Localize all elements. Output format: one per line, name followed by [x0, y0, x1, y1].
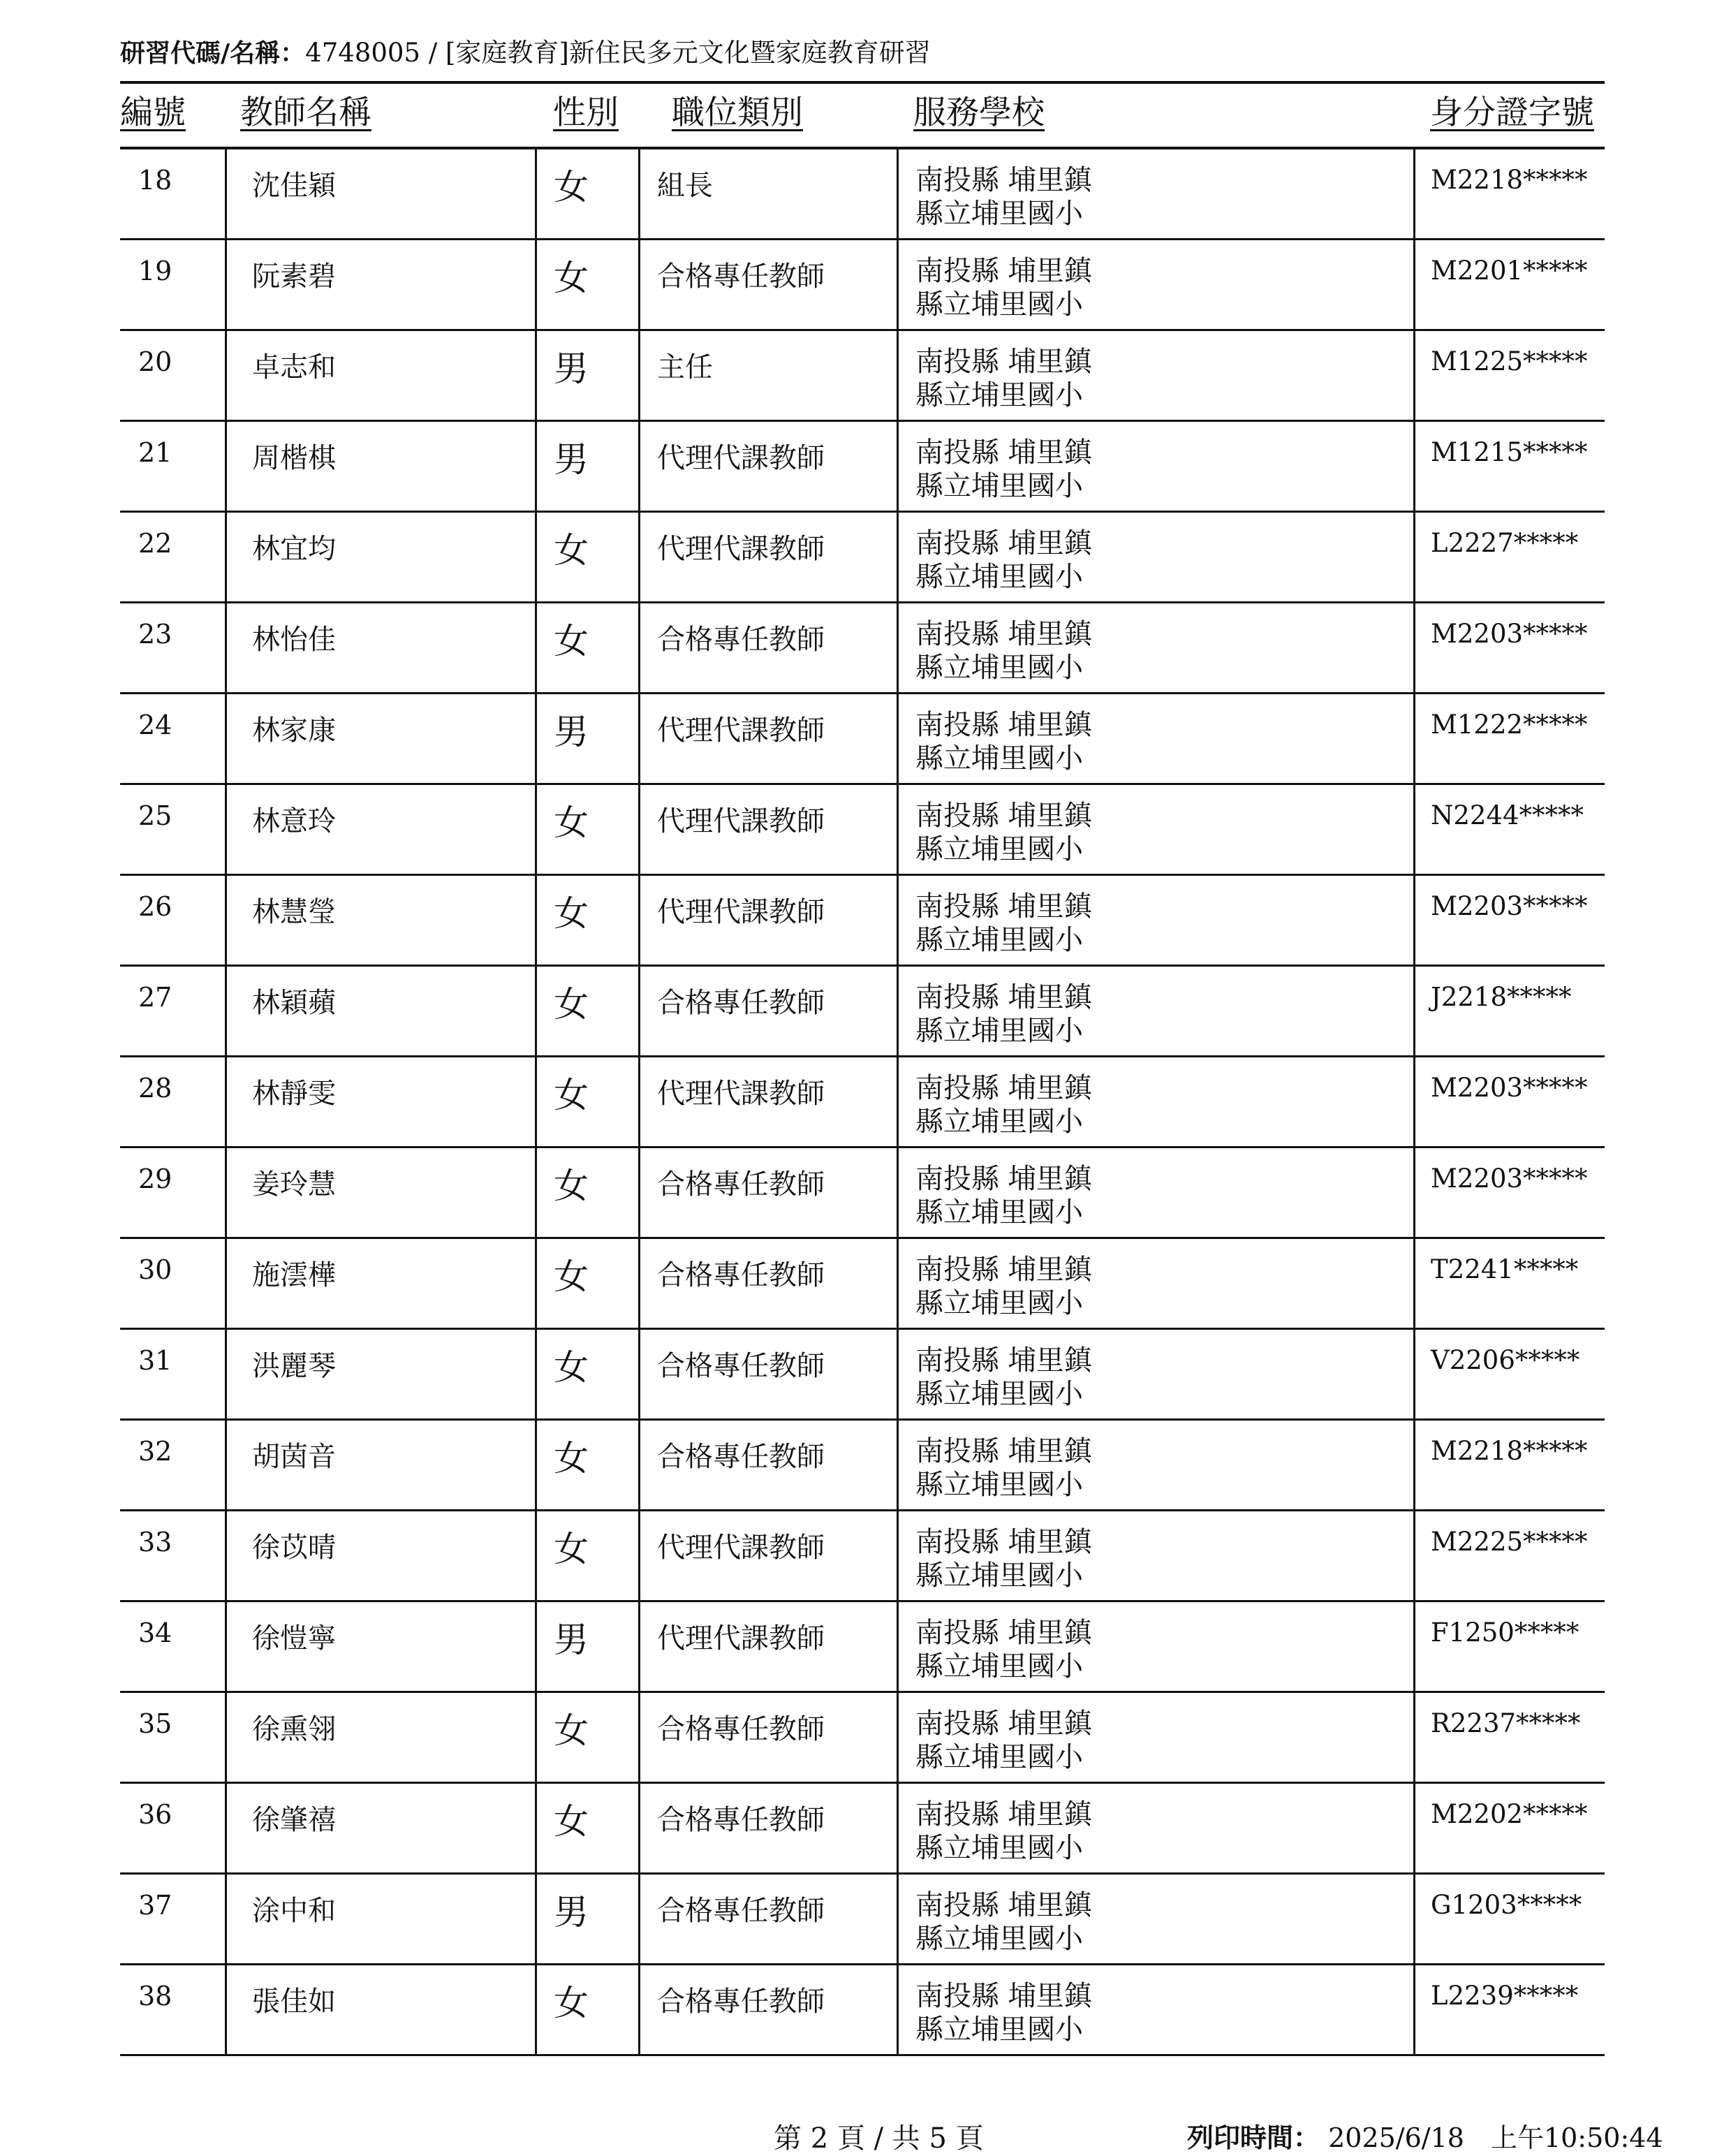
- cell-id: M2203*****: [1413, 1148, 1605, 1237]
- cell-no: 25: [138, 800, 172, 831]
- cell-no: 27: [138, 982, 172, 1013]
- cell-school: [897, 1330, 1413, 1418]
- cell-id: M2218*****: [1413, 1421, 1605, 1509]
- cell-sex: 女: [535, 1511, 638, 1600]
- header-name: 教師名稱: [240, 94, 371, 132]
- cell-school: [897, 603, 1413, 692]
- cell-school: [897, 1057, 1413, 1146]
- cell-position: 合格專任教師: [638, 1421, 897, 1509]
- school-county-town: 南投縣 埔里鎮: [915, 1798, 1092, 1831]
- cell-position: 代理代課教師: [638, 1602, 897, 1691]
- cell-name: 卓志和: [225, 331, 535, 420]
- header-position: 職位類別: [672, 94, 803, 132]
- cell-no: 36: [138, 1799, 172, 1830]
- cell-no: 33: [138, 1527, 172, 1557]
- print-time: [1187, 2116, 1663, 2155]
- school-county-town: 南投縣 埔里鎮: [915, 1526, 1092, 1558]
- cell-school: [897, 1602, 1413, 1691]
- cell-no: 34: [138, 1618, 172, 1648]
- cell-sex: 女: [535, 240, 638, 329]
- cell-position: 主任: [638, 331, 897, 420]
- cell-id: F1250*****: [1413, 1602, 1605, 1691]
- cell-position: 代理代課教師: [638, 422, 897, 511]
- print-time-label: 列印時間：: [1187, 2122, 1320, 2153]
- school-county-town: 南投縣 埔里鎮: [915, 890, 1092, 923]
- cell-school: [897, 1511, 1413, 1600]
- school-name: 縣立埔里國小: [915, 1741, 1083, 1773]
- cell-position: 合格專任教師: [638, 1330, 897, 1418]
- header-sex: 性別: [553, 94, 619, 132]
- cell-id: T2241*****: [1413, 1239, 1605, 1328]
- cell-sex: 男: [535, 331, 638, 420]
- cell-school: [897, 422, 1413, 511]
- header-school: 服務學校: [913, 94, 1045, 132]
- school-county-town: 南投縣 埔里鎮: [915, 709, 1092, 741]
- cell-no: 37: [138, 1890, 172, 1921]
- cell-school: [897, 331, 1413, 420]
- cell-id: L2227*****: [1413, 513, 1605, 601]
- cell-sex: 女: [535, 149, 638, 238]
- header-no: 編號: [120, 94, 186, 132]
- cell-sex: 女: [535, 603, 638, 692]
- table-header: [120, 88, 1605, 144]
- teacher-table: [120, 149, 1605, 2056]
- table-row: [120, 1875, 1605, 1965]
- cell-no: 22: [138, 528, 172, 559]
- school-name: 縣立埔里國小: [915, 1832, 1083, 1864]
- school-name: 縣立埔里國小: [915, 1469, 1083, 1501]
- table-row: [120, 603, 1605, 694]
- cell-sex: 女: [535, 1784, 638, 1872]
- cell-school: [897, 1965, 1413, 2054]
- school-county-town: 南投縣 埔里鎮: [915, 1435, 1092, 1467]
- school-county-town: 南投縣 埔里鎮: [915, 981, 1092, 1013]
- cell-no: 29: [138, 1164, 172, 1194]
- school-county-town: 南投縣 埔里鎮: [915, 346, 1092, 378]
- school-name: 縣立埔里國小: [915, 742, 1083, 775]
- cell-name: 徐苡晴: [225, 1511, 535, 1600]
- table-row: [120, 1693, 1605, 1784]
- cell-sex: 女: [535, 1965, 638, 2054]
- school-name: 縣立埔里國小: [915, 1560, 1083, 1592]
- cell-no: 31: [138, 1345, 172, 1376]
- school-county-town: 南投縣 埔里鎮: [915, 1889, 1092, 1921]
- school-name: 縣立埔里國小: [915, 561, 1083, 593]
- cell-sex: 女: [535, 967, 638, 1055]
- cell-school: [897, 240, 1413, 329]
- course-value: 4748005 / [家庭教育]新住民多元文化暨家庭教育研習: [305, 38, 931, 68]
- cell-school: [897, 967, 1413, 1055]
- cell-id: M1225*****: [1413, 331, 1605, 420]
- cell-school: [897, 1239, 1413, 1328]
- table-row: [120, 1421, 1605, 1511]
- cell-position: 合格專任教師: [638, 967, 897, 1055]
- cell-name: 徐愷寧: [225, 1602, 535, 1691]
- school-county-town: 南投縣 埔里鎮: [915, 1344, 1092, 1377]
- school-name: 縣立埔里國小: [915, 2014, 1083, 2046]
- table-row: [120, 967, 1605, 1057]
- table-row: [120, 1511, 1605, 1602]
- cell-no: 28: [138, 1073, 172, 1103]
- school-name: 縣立埔里國小: [915, 1378, 1083, 1410]
- cell-no: 26: [138, 891, 172, 922]
- cell-no: 24: [138, 710, 172, 740]
- table-row: [120, 1330, 1605, 1421]
- table-row: [120, 422, 1605, 513]
- cell-sex: 女: [535, 1330, 638, 1418]
- cell-id: R2237*****: [1413, 1693, 1605, 1782]
- table-row: [120, 1965, 1605, 2056]
- cell-id: V2206*****: [1413, 1330, 1605, 1418]
- cell-name: 林家康: [225, 694, 535, 783]
- cell-sex: 女: [535, 876, 638, 965]
- cell-position: 代理代課教師: [638, 785, 897, 874]
- school-county-town: 南投縣 埔里鎮: [915, 527, 1092, 559]
- cell-name: 徐熏翎: [225, 1693, 535, 1782]
- cell-name: 胡茵音: [225, 1421, 535, 1509]
- cell-id: M2218*****: [1413, 149, 1605, 238]
- table-row: [120, 240, 1605, 331]
- course-label: 研習代碼/名稱：: [120, 39, 306, 68]
- cell-sex: 男: [535, 1602, 638, 1691]
- cell-id: M2203*****: [1413, 603, 1605, 692]
- school-name: 縣立埔里國小: [915, 1923, 1083, 1955]
- cell-id: M2203*****: [1413, 876, 1605, 965]
- table-row: [120, 1239, 1605, 1330]
- cell-school: [897, 1421, 1413, 1509]
- school-name: 縣立埔里國小: [915, 288, 1083, 321]
- school-name: 縣立埔里國小: [915, 833, 1083, 865]
- cell-sex: 女: [535, 513, 638, 601]
- school-county-town: 南投縣 埔里鎮: [915, 1617, 1092, 1649]
- cell-sex: 男: [535, 1875, 638, 1963]
- school-name: 縣立埔里國小: [915, 379, 1083, 411]
- school-name: 縣立埔里國小: [915, 1650, 1083, 1682]
- school-county-town: 南投縣 埔里鎮: [915, 164, 1092, 196]
- cell-id: M2203*****: [1413, 1057, 1605, 1146]
- school-name: 縣立埔里國小: [915, 470, 1083, 502]
- cell-sex: 女: [535, 785, 638, 874]
- table-row: [120, 1602, 1605, 1693]
- school-county-town: 南投縣 埔里鎮: [915, 255, 1092, 287]
- cell-name: 林怡佳: [225, 603, 535, 692]
- cell-no: 21: [138, 437, 172, 468]
- cell-position: 合格專任教師: [638, 1239, 897, 1328]
- cell-name: 周楷棋: [225, 422, 535, 511]
- cell-no: 38: [138, 1981, 172, 2011]
- cell-name: 沈佳穎: [225, 149, 535, 238]
- cell-no: 18: [138, 165, 172, 196]
- school-county-town: 南投縣 埔里鎮: [915, 1163, 1092, 1195]
- cell-school: [897, 1148, 1413, 1237]
- table-row: [120, 876, 1605, 967]
- cell-name: 林穎蘋: [225, 967, 535, 1055]
- table-row: [120, 149, 1605, 240]
- cell-position: 合格專任教師: [638, 240, 897, 329]
- cell-no: 19: [138, 256, 172, 286]
- cell-name: 施澐樺: [225, 1239, 535, 1328]
- cell-school: [897, 513, 1413, 601]
- cell-name: 涂中和: [225, 1875, 535, 1963]
- cell-position: 合格專任教師: [638, 1875, 897, 1963]
- school-name: 縣立埔里國小: [915, 924, 1083, 956]
- school-county-town: 南投縣 埔里鎮: [915, 1254, 1092, 1286]
- table-row: [120, 1784, 1605, 1875]
- school-name: 縣立埔里國小: [915, 1015, 1083, 1047]
- cell-name: 張佳如: [225, 1965, 535, 2054]
- school-name: 縣立埔里國小: [915, 1106, 1083, 1138]
- course-info: [120, 34, 931, 73]
- cell-school: [897, 1693, 1413, 1782]
- cell-school: [897, 149, 1413, 238]
- cell-sex: 女: [535, 1421, 638, 1509]
- cell-id: M2225*****: [1413, 1511, 1605, 1600]
- cell-school: [897, 876, 1413, 965]
- table-row: [120, 331, 1605, 422]
- cell-id: N2244*****: [1413, 785, 1605, 874]
- cell-name: 姜玲慧: [225, 1148, 535, 1237]
- cell-name: 林靜雯: [225, 1057, 535, 1146]
- cell-no: 23: [138, 619, 172, 650]
- cell-position: 合格專任教師: [638, 1693, 897, 1782]
- cell-sex: 女: [535, 1239, 638, 1328]
- cell-position: 組長: [638, 149, 897, 238]
- cell-id: J2218*****: [1413, 967, 1605, 1055]
- cell-id: M1222*****: [1413, 694, 1605, 783]
- school-county-town: 南投縣 埔里鎮: [915, 1072, 1092, 1104]
- top-rule: [120, 81, 1605, 84]
- cell-name: 阮素碧: [225, 240, 535, 329]
- cell-sex: 女: [535, 1693, 638, 1782]
- cell-sex: 男: [535, 694, 638, 783]
- cell-no: 35: [138, 1708, 172, 1739]
- cell-position: 代理代課教師: [638, 694, 897, 783]
- school-county-town: 南投縣 埔里鎮: [915, 1980, 1092, 2012]
- cell-no: 30: [138, 1254, 172, 1285]
- cell-id: M1215*****: [1413, 422, 1605, 511]
- cell-no: 20: [138, 346, 172, 377]
- cell-position: 代理代課教師: [638, 1511, 897, 1600]
- cell-sex: 男: [535, 422, 638, 511]
- cell-position: 合格專任教師: [638, 1148, 897, 1237]
- cell-name: 洪麗琴: [225, 1330, 535, 1418]
- cell-school: [897, 1875, 1413, 1963]
- school-county-town: 南投縣 埔里鎮: [915, 800, 1092, 832]
- cell-name: 林意玲: [225, 785, 535, 874]
- table-row: [120, 1148, 1605, 1239]
- cell-name: 林宜均: [225, 513, 535, 601]
- cell-name: 林慧瑩: [225, 876, 535, 965]
- school-name: 縣立埔里國小: [915, 198, 1083, 230]
- table-row: [120, 694, 1605, 785]
- school-county-town: 南投縣 埔里鎮: [915, 437, 1092, 469]
- cell-name: 徐肇禧: [225, 1784, 535, 1872]
- cell-id: L2239*****: [1413, 1965, 1605, 2054]
- cell-position: 代理代課教師: [638, 1057, 897, 1146]
- table-row: [120, 513, 1605, 603]
- cell-school: [897, 785, 1413, 874]
- header-id: 身分證字號: [1430, 94, 1594, 132]
- cell-school: [897, 1784, 1413, 1872]
- cell-position: 合格專任教師: [638, 1965, 897, 2054]
- school-name: 縣立埔里國小: [915, 1196, 1083, 1229]
- cell-position: 代理代課教師: [638, 513, 897, 601]
- cell-sex: 女: [535, 1057, 638, 1146]
- cell-sex: 女: [535, 1148, 638, 1237]
- school-county-town: 南投縣 埔里鎮: [915, 1708, 1092, 1740]
- cell-position: 代理代課教師: [638, 876, 897, 965]
- cell-school: [897, 694, 1413, 783]
- cell-position: 合格專任教師: [638, 603, 897, 692]
- print-time-value: 2025/6/18 上午10:50:44: [1320, 2122, 1663, 2153]
- cell-id: M2201*****: [1413, 240, 1605, 329]
- cell-id: G1203*****: [1413, 1875, 1605, 1963]
- school-county-town: 南投縣 埔里鎮: [915, 618, 1092, 650]
- cell-id: M2202*****: [1413, 1784, 1605, 1872]
- table-row: [120, 1057, 1605, 1148]
- table-row: [120, 785, 1605, 876]
- cell-no: 32: [138, 1436, 172, 1467]
- cell-position: 合格專任教師: [638, 1784, 897, 1872]
- page-indicator: 第 2 頁 / 共 5 頁: [774, 2122, 984, 2155]
- school-name: 縣立埔里國小: [915, 652, 1083, 684]
- school-name: 縣立埔里國小: [915, 1287, 1083, 1319]
